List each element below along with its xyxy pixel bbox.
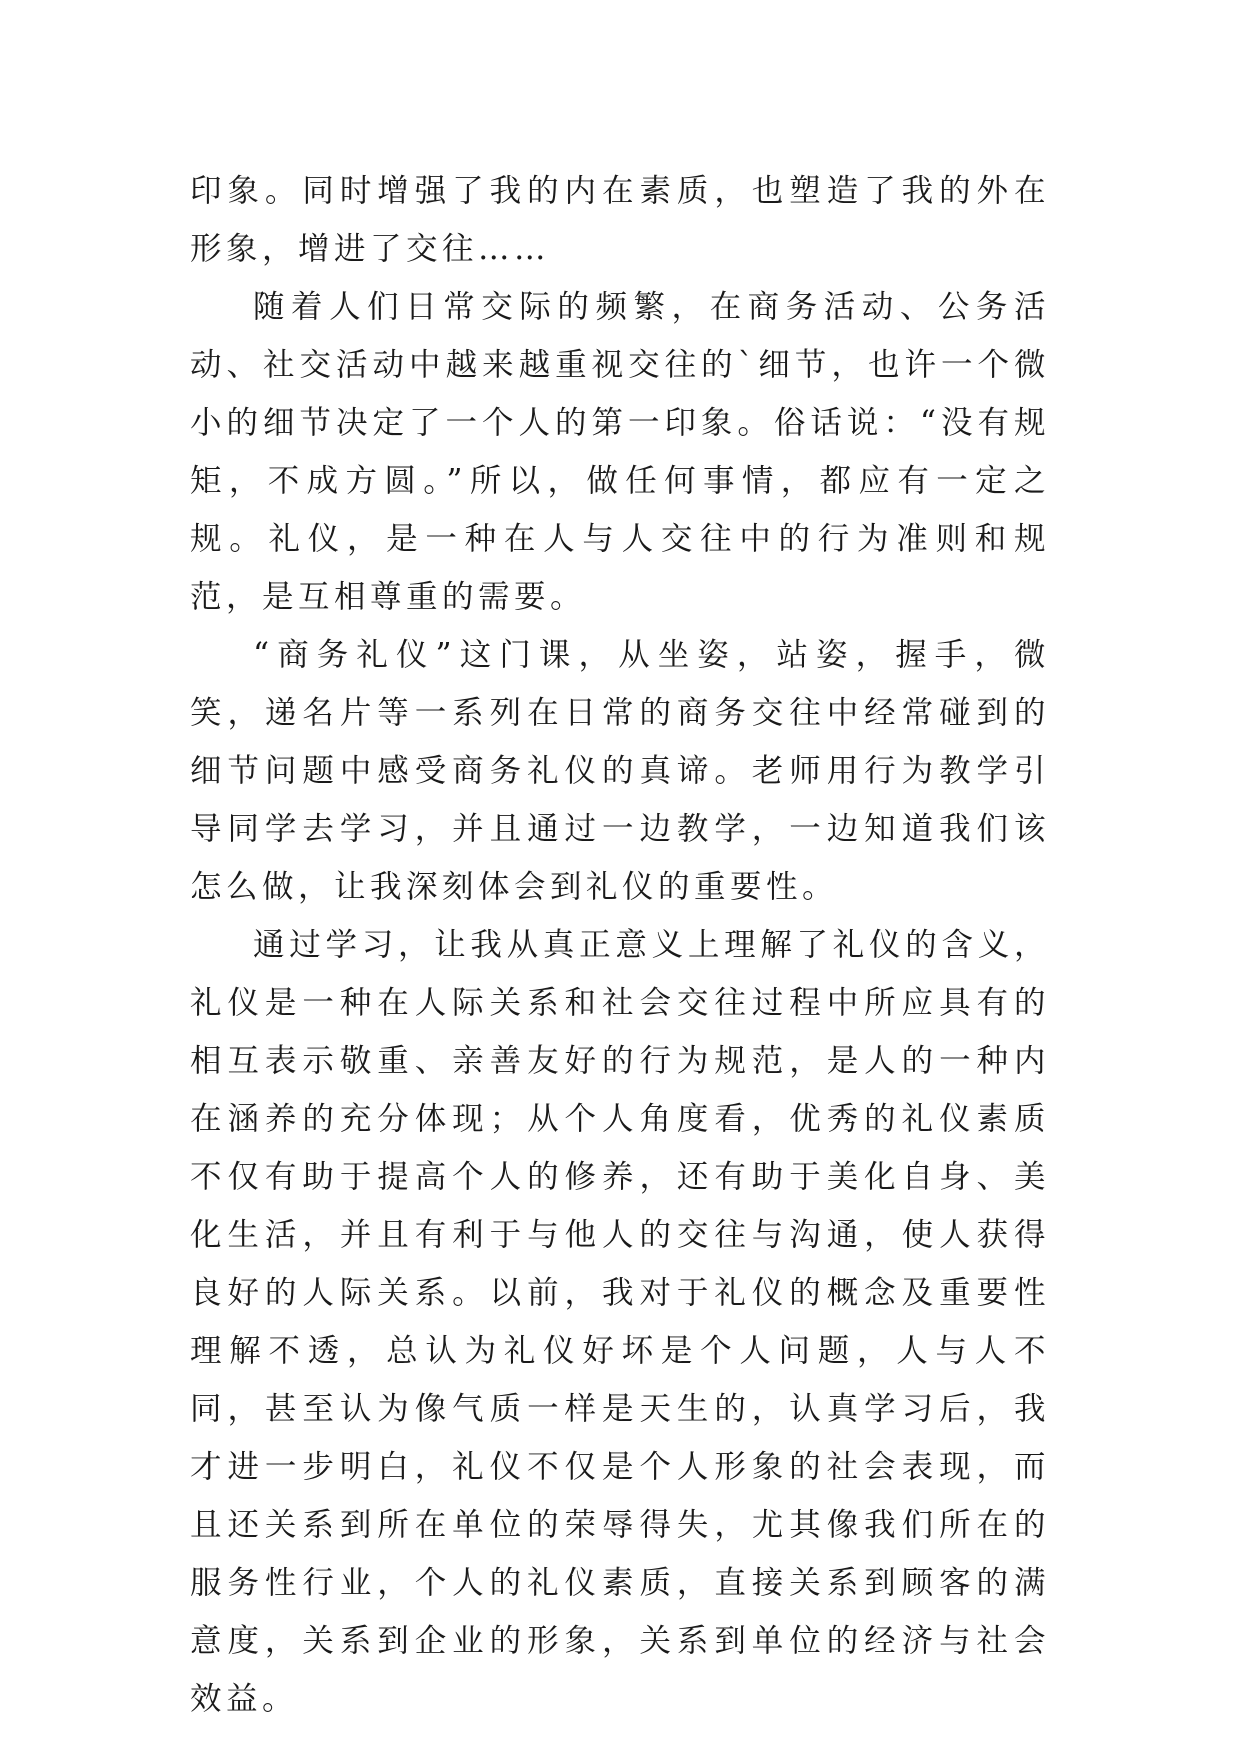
document-body	[190, 162, 1050, 1728]
paragraph-2: 随着人们日常交际的频繁，在商务活动、公务活动、社交活动中越来越重视交往的`细节，也许一个微小的细节决定了一个人的第一印象。俗话说：“没有规矩，不成方圆。”所以，做任何事情，都应有一定之规。礼仪，是一种在人与人交往中的行为准则和规范，是互相尊重的需要。	[190, 289, 1050, 615]
paragraph-3: “商务礼仪”这门课，从坐姿，站姿，握手，微笑，递名片等一系列在日常的商务交往中经常碰到的细节问题中感受商务礼仪的真谛。老师用行为教学引导同学去学习，并且通过一边教学，一边知道我们该怎么做，让我深刻体会到礼仪的重要性。	[190, 637, 1050, 905]
paragraph-1: 印象。同时增强了我的内在素质，也塑造了我的外在形象，增进了交往……	[190, 173, 1050, 267]
paragraph-4: 通过学习，让我从真正意义上理解了礼仪的含义，礼仪是一种在人际关系和社会交往过程中所应具有的相互表示敬重、亲善友好的行为规范，是人的一种内在涵养的充分体现；从个人角度看，优秀的礼仪素质不仅有助于提高个人的修养，还有助于美化自身、美化生活，并且有利于与他人的交往与沟通，使人获得良好的人际关系。以前，我对于礼仪的概念及重要性理解不透，总认为礼仪好坏是个人问题，人与人不同，甚至认为像气质一样是天生的，认真学习后，我才进一步明白，礼仪不仅是个人形象的社会表现，而且还关系到所在单位的荣辱得失，尤其像我们所在的服务性行业，个人的礼仪素质，直接关系到顾客的满意度，关系到企业的形象，关系到单位的经济与社会效益。	[190, 927, 1050, 1717]
